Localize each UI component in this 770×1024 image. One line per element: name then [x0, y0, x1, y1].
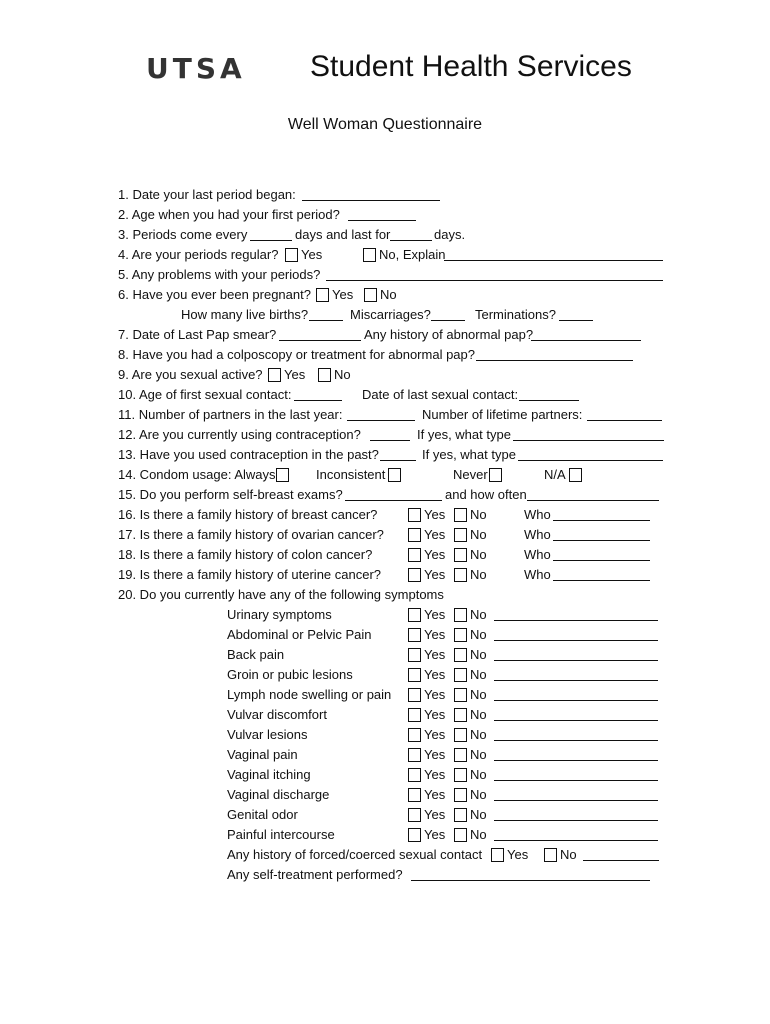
- question-8-label: 8. Have you had a colposcopy or treatment for abnormal pap?: [118, 347, 475, 362]
- org-title: Student Health Services: [310, 50, 632, 83]
- utsa-logo: UTSA: [146, 52, 246, 85]
- lifetime-partners-field[interactable]: [587, 420, 662, 421]
- uterine-cancer-yes-label: Yes: [424, 567, 446, 582]
- colposcopy-field[interactable]: [476, 360, 633, 361]
- symptom-label: Vaginal discharge: [227, 787, 330, 802]
- last-contact-date-field[interactable]: [519, 400, 579, 401]
- symptom-no-label: No: [470, 827, 487, 842]
- symptom-no-checkbox[interactable]: [454, 628, 467, 642]
- symptom-notes-field[interactable]: [494, 640, 658, 641]
- symptom-no-label: No: [470, 607, 487, 622]
- symptom-label: Urinary symptoms: [227, 607, 332, 622]
- symptom-label: Vaginal itching: [227, 767, 311, 782]
- symptom-label: Back pain: [227, 647, 285, 662]
- symptom-yes-label: Yes: [424, 707, 446, 722]
- miscarriages-field[interactable]: [431, 320, 465, 321]
- breast-cancer-who-label: Who: [524, 507, 551, 522]
- question-18-label: 18. Is there a family history of colon cancer?: [118, 547, 373, 562]
- symptom-no-label: No: [470, 687, 487, 702]
- colon-cancer-yes-label: Yes: [424, 547, 446, 562]
- period-frequency-field[interactable]: [250, 240, 292, 241]
- question-2-label: 2. Age when you had your first period?: [118, 207, 340, 222]
- symptom-yes-checkbox[interactable]: [408, 668, 421, 682]
- symptom-no-checkbox[interactable]: [454, 668, 467, 682]
- symptom-yes-label: Yes: [424, 607, 446, 622]
- symptom-yes-checkbox[interactable]: [408, 708, 421, 722]
- symptom-no-label: No: [470, 647, 487, 662]
- self-treatment-field[interactable]: [411, 880, 650, 881]
- question-3-label-c: days.: [434, 227, 466, 242]
- sexually-active-no-checkbox[interactable]: [318, 368, 331, 382]
- question-17-label: 17. Is there a family history of ovarian cancer?: [118, 527, 384, 542]
- symptom-yes-checkbox[interactable]: [408, 728, 421, 742]
- symptom-yes-label: Yes: [424, 827, 446, 842]
- symptom-yes-checkbox[interactable]: [408, 608, 421, 622]
- symptom-label: Abdominal or Pelvic Pain: [227, 627, 372, 642]
- question-12-label-b: If yes, what type: [417, 427, 511, 442]
- past-contraception-field[interactable]: [380, 460, 416, 461]
- ovarian-cancer-who-field[interactable]: [553, 540, 650, 541]
- symptom-label: Lymph node swelling or pain: [227, 687, 392, 702]
- question-4-label: 4. Are your periods regular?: [118, 247, 279, 262]
- symptom-notes-field[interactable]: [494, 840, 658, 841]
- breast-cancer-no-label: No: [470, 507, 487, 522]
- question-15-label-a: 15. Do you perform self-breast exams?: [118, 487, 343, 502]
- symptom-no-label: No: [470, 787, 487, 802]
- symptom-label: Vaginal pain: [227, 747, 298, 762]
- ovarian-cancer-yes-checkbox[interactable]: [408, 528, 421, 542]
- symptom-no-checkbox[interactable]: [454, 808, 467, 822]
- breast-cancer-no-checkbox[interactable]: [454, 508, 467, 522]
- symptom-notes-field[interactable]: [494, 740, 658, 741]
- colon-cancer-no-label: No: [470, 547, 487, 562]
- past-contraception-type-field[interactable]: [518, 460, 663, 461]
- live-births-field[interactable]: [309, 320, 343, 321]
- live-births-label: How many live births?: [181, 307, 309, 322]
- symptom-notes-field[interactable]: [494, 700, 658, 701]
- symptom-yes-label: Yes: [424, 727, 446, 742]
- symptom-notes-field[interactable]: [494, 660, 658, 661]
- period-length-field[interactable]: [390, 240, 432, 241]
- forced-contact-notes-field[interactable]: [583, 860, 659, 861]
- forced-contact-yes-label: Yes: [507, 847, 529, 862]
- periods-regular-yes-checkbox[interactable]: [285, 248, 298, 262]
- pregnant-yes-checkbox[interactable]: [316, 288, 329, 302]
- miscarriages-label: Miscarriages?: [350, 307, 431, 322]
- ovarian-cancer-no-checkbox[interactable]: [454, 528, 467, 542]
- symptom-no-checkbox[interactable]: [454, 648, 467, 662]
- symptom-no-checkbox[interactable]: [454, 748, 467, 762]
- current-contraception-type-field[interactable]: [513, 440, 664, 441]
- question-20-label: 20. Do you currently have any of the following symptoms: [118, 587, 444, 602]
- symptom-notes-field[interactable]: [494, 720, 658, 721]
- periods-regular-no-label: No, Explain: [379, 247, 446, 262]
- symptom-no-label: No: [470, 727, 487, 742]
- uterine-cancer-who-field[interactable]: [553, 580, 650, 581]
- symptom-no-checkbox[interactable]: [454, 708, 467, 722]
- question-6-label: 6. Have you ever been pregnant?: [118, 287, 311, 302]
- symptom-no-label: No: [470, 627, 487, 642]
- condom-na-checkbox[interactable]: [569, 468, 582, 482]
- colon-cancer-no-checkbox[interactable]: [454, 548, 467, 562]
- partners-last-year-field[interactable]: [347, 420, 415, 421]
- sexually-active-no-label: No: [334, 367, 351, 382]
- condom-never-checkbox[interactable]: [489, 468, 502, 482]
- symptom-no-label: No: [470, 747, 487, 762]
- question-12-label-a: 12. Are you currently using contraception?: [118, 427, 361, 442]
- symptom-label: Vulvar lesions: [227, 727, 308, 742]
- symptom-no-checkbox[interactable]: [454, 828, 467, 842]
- symptom-yes-label: Yes: [424, 747, 446, 762]
- sexually-active-yes-checkbox[interactable]: [268, 368, 281, 382]
- symptom-no-label: No: [470, 667, 487, 682]
- header: [0, 52, 770, 96]
- question-9-label: 9. Are you sexual active?: [118, 367, 263, 382]
- periods-explain-field[interactable]: [444, 260, 663, 261]
- forced-contact-label: Any history of forced/coerced sexual contact: [227, 847, 483, 862]
- question-10-label-a: 10. Age of first sexual contact:: [118, 387, 292, 402]
- symptom-notes-field[interactable]: [494, 820, 658, 821]
- forced-contact-no-label: No: [560, 847, 577, 862]
- symptom-yes-label: Yes: [424, 667, 446, 682]
- condom-inconsistent-label: Inconsistent: [316, 467, 386, 482]
- breast-cancer-yes-label: Yes: [424, 507, 446, 522]
- exam-frequency-field[interactable]: [527, 500, 659, 501]
- colon-cancer-who-field[interactable]: [553, 560, 650, 561]
- form-title: Well Woman Questionnaire: [287, 116, 483, 133]
- symptom-yes-checkbox[interactable]: [408, 648, 421, 662]
- question-3-label-a: 3. Periods come every: [118, 227, 248, 242]
- ovarian-cancer-who-label: Who: [524, 527, 551, 542]
- symptom-yes-label: Yes: [424, 647, 446, 662]
- condom-na-label: N/A: [544, 467, 566, 482]
- ovarian-cancer-yes-label: Yes: [424, 527, 446, 542]
- symptom-yes-label: Yes: [424, 787, 446, 802]
- period-problems-field[interactable]: [326, 280, 663, 281]
- symptom-label: Genital odor: [227, 807, 298, 822]
- pregnant-yes-label: Yes: [332, 287, 354, 302]
- terminations-label: Terminations?: [475, 307, 556, 322]
- uterine-cancer-no-checkbox[interactable]: [454, 568, 467, 582]
- uterine-cancer-who-label: Who: [524, 567, 551, 582]
- condom-always-checkbox[interactable]: [276, 468, 289, 482]
- ovarian-cancer-no-label: No: [470, 527, 487, 542]
- last-period-date-field[interactable]: [302, 200, 440, 201]
- symptom-yes-checkbox[interactable]: [408, 628, 421, 642]
- colon-cancer-who-label: Who: [524, 547, 551, 562]
- symptom-no-label: No: [470, 707, 487, 722]
- question-5-label: 5. Any problems with your periods?: [118, 267, 321, 282]
- symptom-no-checkbox[interactable]: [454, 788, 467, 802]
- symptom-no-label: No: [470, 807, 487, 822]
- symptom-notes-field[interactable]: [494, 760, 658, 761]
- question-13-label-a: 13. Have you used contraception in the past?: [118, 447, 379, 462]
- symptom-notes-field[interactable]: [494, 680, 658, 681]
- current-contraception-field[interactable]: [370, 440, 410, 441]
- symptom-yes-checkbox[interactable]: [408, 828, 421, 842]
- first-contact-age-field[interactable]: [294, 400, 342, 401]
- uterine-cancer-yes-checkbox[interactable]: [408, 568, 421, 582]
- symptom-yes-label: Yes: [424, 627, 446, 642]
- terminations-field[interactable]: [559, 320, 593, 321]
- forced-contact-yes-checkbox[interactable]: [491, 848, 504, 862]
- symptom-notes-field[interactable]: [494, 780, 658, 781]
- first-period-age-field[interactable]: [348, 220, 416, 221]
- breast-cancer-yes-checkbox[interactable]: [408, 508, 421, 522]
- question-16-label: 16. Is there a family history of breast cancer?: [118, 507, 378, 522]
- condom-inconsistent-checkbox[interactable]: [388, 468, 401, 482]
- symptom-yes-label: Yes: [424, 687, 446, 702]
- symptom-no-checkbox[interactable]: [454, 728, 467, 742]
- breast-cancer-who-field[interactable]: [553, 520, 650, 521]
- symptom-yes-label: Yes: [424, 807, 446, 822]
- symptom-label: Painful intercourse: [227, 827, 335, 842]
- question-1-label: 1. Date your last period began:: [118, 187, 296, 202]
- symptom-label: Groin or pubic lesions: [227, 667, 353, 682]
- question-11-label-a: 11. Number of partners in the last year:: [118, 407, 343, 422]
- question-7-label-a: 7. Date of Last Pap smear?: [118, 327, 277, 342]
- pregnant-no-label: No: [380, 287, 397, 302]
- question-15-label-b: and how often: [445, 487, 527, 502]
- symptom-yes-checkbox[interactable]: [408, 688, 421, 702]
- question-3-label-b: days and last for: [295, 227, 391, 242]
- sexually-active-yes-label: Yes: [284, 367, 306, 382]
- condom-never-label: Never: [453, 467, 488, 482]
- symptom-no-checkbox[interactable]: [454, 768, 467, 782]
- question-13-label-b: If yes, what type: [422, 447, 516, 462]
- symptom-yes-checkbox[interactable]: [408, 808, 421, 822]
- self-treatment-label: Any self-treatment performed?: [227, 867, 403, 882]
- question-14-label: 14. Condom usage: Always: [118, 467, 276, 482]
- symptom-no-checkbox[interactable]: [454, 688, 467, 702]
- symptom-notes-field[interactable]: [494, 620, 658, 621]
- symptom-no-checkbox[interactable]: [454, 608, 467, 622]
- pregnant-no-checkbox[interactable]: [364, 288, 377, 302]
- question-19-label: 19. Is there a family history of uterine cancer?: [118, 567, 382, 582]
- symptom-yes-label: Yes: [424, 767, 446, 782]
- periods-regular-yes-label: Yes: [301, 247, 323, 262]
- last-pap-date-field[interactable]: [279, 340, 361, 341]
- self-breast-exam-field[interactable]: [345, 500, 442, 501]
- symptom-no-label: No: [470, 767, 487, 782]
- abnormal-pap-field[interactable]: [531, 340, 641, 341]
- question-10-label-b: Date of last sexual contact:: [362, 387, 519, 402]
- symptom-yes-checkbox[interactable]: [408, 788, 421, 802]
- symptom-yes-checkbox[interactable]: [408, 748, 421, 762]
- question-7-label-b: Any history of abnormal pap?: [364, 327, 534, 342]
- symptom-notes-field[interactable]: [494, 800, 658, 801]
- symptom-yes-checkbox[interactable]: [408, 768, 421, 782]
- colon-cancer-yes-checkbox[interactable]: [408, 548, 421, 562]
- periods-regular-no-checkbox[interactable]: [363, 248, 376, 262]
- uterine-cancer-no-label: No: [470, 567, 487, 582]
- symptom-label: Vulvar discomfort: [227, 707, 327, 722]
- question-11-label-b: Number of lifetime partners:: [422, 407, 583, 422]
- forced-contact-no-checkbox[interactable]: [544, 848, 557, 862]
